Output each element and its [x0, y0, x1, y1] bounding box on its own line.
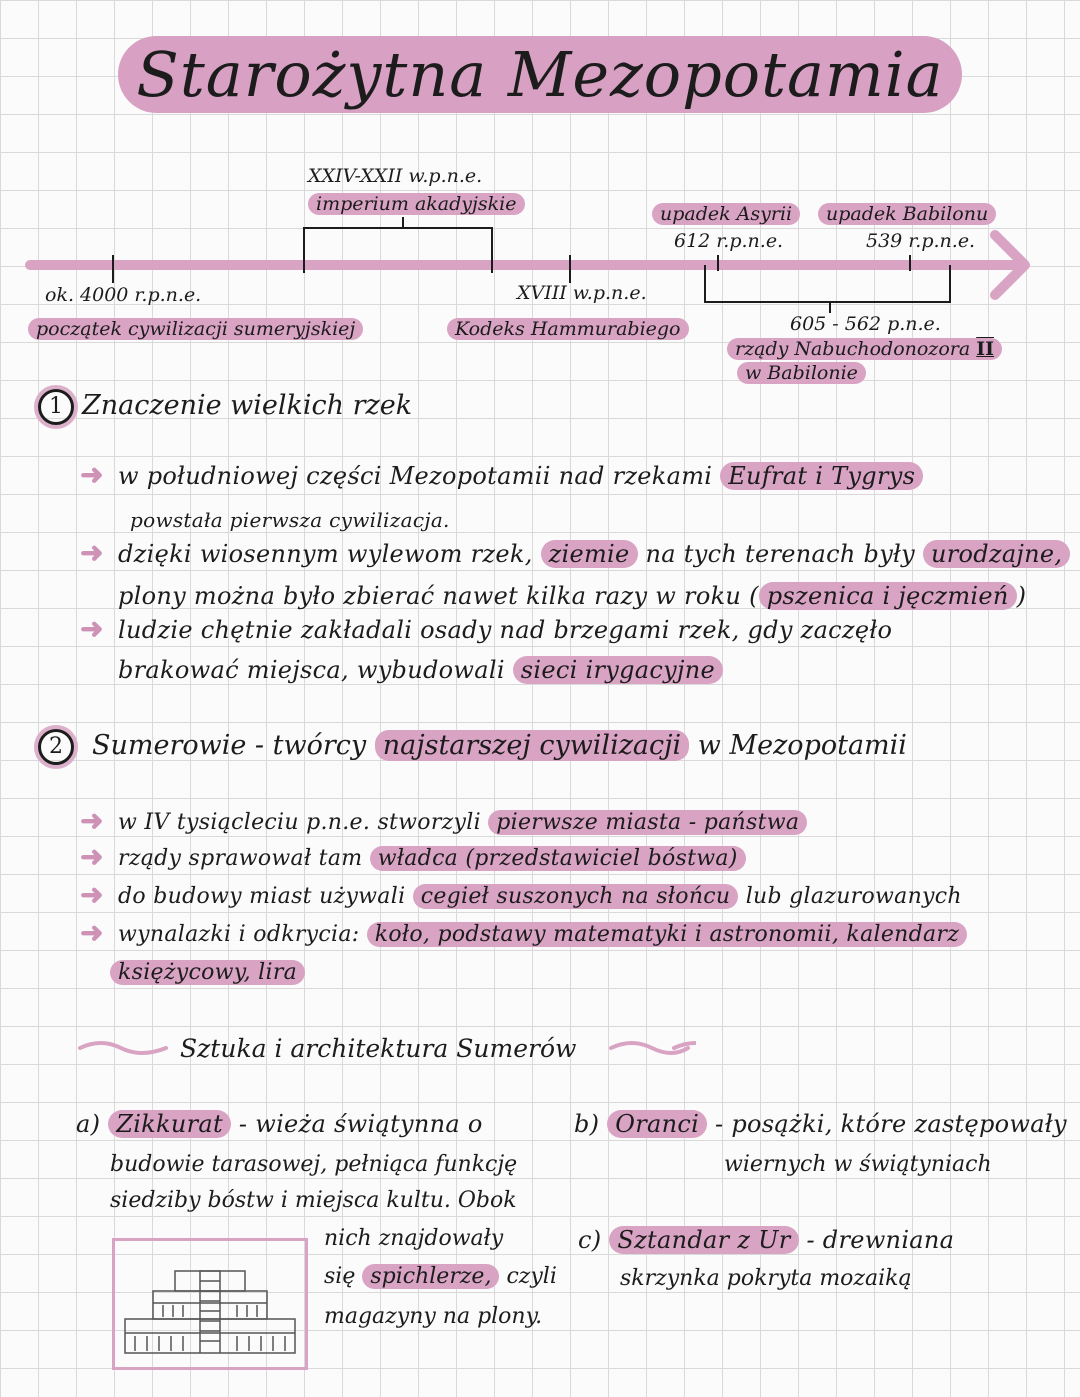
- section-title-1: Znaczenie wielkich rzek: [82, 390, 413, 421]
- timeline-date-assyria: 612 r.p.n.e.: [674, 230, 784, 252]
- arrow-icon: ➜: [80, 878, 104, 911]
- page-title: Starożytna Mezopotamia: [0, 38, 1080, 111]
- text-line: rządy sprawował tam władca (przedstawiciel bóstwa): [118, 846, 746, 871]
- text-line: się spichlerze, czyli: [324, 1264, 557, 1289]
- timeline-date-nebuchadnezzar: 605 - 562 p.n.e.: [790, 313, 941, 335]
- timeline-label-babylon: upadek Babilonu: [818, 203, 996, 225]
- timeline-label-assyria: upadek Asyrii: [652, 203, 800, 225]
- timeline-label-nebuchadnezzar: rządy Nabuchodonozora II: [727, 338, 1002, 360]
- arrow-icon: ➜: [80, 840, 104, 873]
- text-line: wynalazki i odkrycia: koło, podstawy matematyki i astronomii, kalendarz: [118, 922, 967, 947]
- item-c: c) Sztandar z Ur - drewniana: [578, 1226, 955, 1254]
- ziggurat-icon: [115, 1241, 305, 1367]
- timeline-label-sumer: początek cywilizacji sumeryjskiej: [28, 318, 363, 340]
- text-line: księżycowy, lira: [110, 960, 305, 985]
- section-number-2: 2: [38, 729, 74, 765]
- text-line: w południowej części Mezopotamii nad rzekami Eufrat i Tygrys: [118, 462, 923, 490]
- arrow-icon: ➜: [80, 804, 104, 837]
- text-line: siedziby bóstw i miejsca kultu. Obok: [110, 1188, 517, 1213]
- text-line: do budowy miast używali cegieł suszonych na słońcu lub glazurowanych: [118, 884, 962, 909]
- arrow-icon: ➜: [80, 458, 104, 491]
- text-line: budowie tarasowej, pełniąca funkcję: [110, 1152, 518, 1177]
- art-section-title: Sztuka i architektura Sumerów: [180, 1034, 577, 1063]
- timeline-date-hammurabi: XVIII w.p.n.e.: [517, 282, 647, 304]
- text-line: brakować miejsca, wybudowali sieci irygacyjne: [118, 656, 723, 684]
- section-number-1: 1: [38, 389, 74, 425]
- timeline-label-hammurabi: Kodeks Hammurabiego: [447, 318, 689, 340]
- arrow-icon: ➜: [80, 612, 104, 645]
- timeline-label-babylon-city: w Babilonie: [737, 362, 866, 384]
- text-line: plony można było zbierać nawet kilka razy w roku ( pszenica i jęczmień ): [118, 582, 1027, 610]
- timeline-date-babylon: 539 r.p.n.e.: [866, 230, 976, 252]
- timeline-label-akkad: imperium akadyjskie: [308, 193, 525, 215]
- timeline-date-akkad: XXIV-XXII w.p.n.e.: [308, 165, 483, 187]
- text-line: wiernych w świątyniach: [724, 1152, 992, 1177]
- text-line: powstała pierwsza cywilizacja.: [130, 508, 450, 532]
- section-title-2: Sumerowie - twórcy najstarszej cywilizacji w Mezopotamii: [92, 730, 907, 761]
- timeline-date-sumer: ok. 4000 r.p.n.e.: [45, 284, 202, 306]
- item-b: b) Oranci - posążki, które zastępowały: [574, 1110, 1067, 1138]
- item-a: a) Zikkurat - wieża świątynna o: [76, 1110, 483, 1138]
- text-line: skrzynka pokryta mozaiką: [620, 1266, 912, 1291]
- text-line: dzięki wiosennym wylewom rzek, ziemie na tych terenach były urodzajne,: [118, 540, 1070, 568]
- text-line: ludzie chętnie zakładali osady nad brzegami rzek, gdy zaczęło: [118, 616, 893, 644]
- text-line: w IV tysiącleciu p.n.e. stworzyli pierwsze miasta - państwa: [118, 810, 807, 835]
- ziggurat-illustration: [112, 1238, 308, 1370]
- arrow-icon: ➜: [80, 916, 104, 949]
- text-line: nich znajdowały: [324, 1226, 504, 1251]
- arrow-icon: ➜: [80, 536, 104, 569]
- text-line: magazyny na plony.: [324, 1304, 543, 1329]
